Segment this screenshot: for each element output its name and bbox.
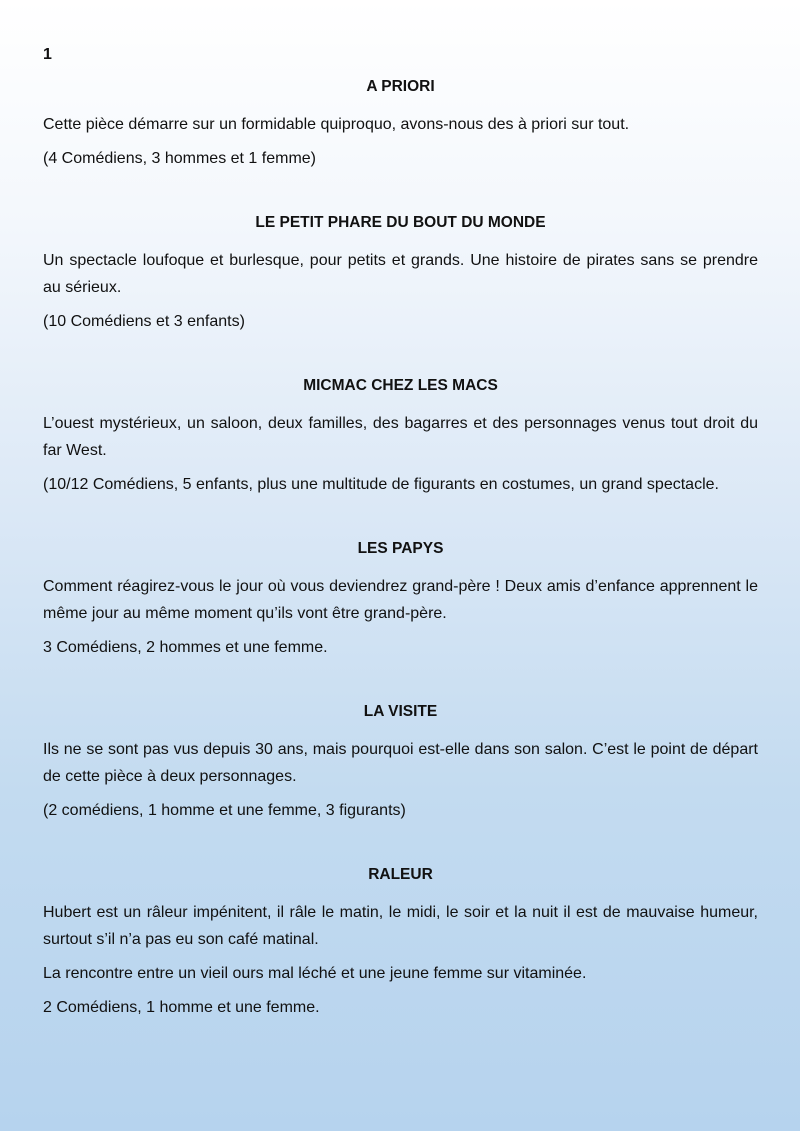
- play-section-le-petit-phare: [43, 213, 758, 335]
- play-cast: (2 comédiens, 1 homme et une femme, 3 figurants): [43, 802, 406, 819]
- play-section-a-priori: [43, 77, 758, 172]
- play-section-micmac: [43, 376, 758, 498]
- play-title: MICMAC CHEZ LES MACS: [303, 377, 498, 394]
- play-description: Ils ne se sont pas vus depuis 30 ans, mais pourquoi est-elle dans son salon. C’est le point de départ de cette pièce à deux personnages.: [43, 741, 758, 785]
- play-description: L’ouest mystérieux, un saloon, deux familles, des bagarres et des personnages venus tout droit du far West.: [43, 415, 758, 459]
- play-section-les-papys: [43, 539, 758, 661]
- play-description: Cette pièce démarre sur un formidable quiproquo, avons-nous des à priori sur tout.: [43, 116, 630, 133]
- play-title: LES PAPYS: [357, 540, 444, 557]
- play-title: LA VISITE: [363, 703, 438, 720]
- play-section-raleur: [43, 865, 758, 1021]
- play-title: RALEUR: [368, 866, 433, 883]
- play-cast: (4 Comédiens, 3 hommes et 1 femme): [43, 150, 316, 167]
- play-description: Comment réagirez-vous le jour où vous deviendrez grand-père ! Deux amis d’enfance apprennent le même jour au même moment qu’ils vont être grand-père.: [43, 578, 758, 622]
- play-cast: 2 Comédiens, 1 homme et une femme.: [43, 999, 320, 1016]
- play-description: Un spectacle loufoque et burlesque, pour petits et grands. Une histoire de pirates sans se prendre au sérieux.: [43, 252, 758, 296]
- play-cast: (10/12 Comédiens, 5 enfants, plus une multitude de figurants en costumes, un grand spectacle.: [43, 476, 719, 493]
- page-number: 1: [43, 46, 52, 63]
- play-title: LE PETIT PHARE DU BOUT DU MONDE: [255, 214, 546, 231]
- play-section-la-visite: [43, 702, 758, 824]
- play-description: La rencontre entre un vieil ours mal léché et une jeune femme sur vitaminée.: [43, 965, 587, 982]
- document-page: [43, 45, 758, 1062]
- play-cast: (10 Comédiens et 3 enfants): [43, 313, 245, 330]
- play-cast: 3 Comédiens, 2 hommes et une femme.: [43, 639, 328, 656]
- play-description: Hubert est un râleur impénitent, il râle le matin, le midi, le soir et la nuit il est de mauvaise humeur, surtout s’il n’a pas eu son café matinal.: [43, 904, 758, 948]
- play-title: A PRIORI: [366, 78, 435, 95]
